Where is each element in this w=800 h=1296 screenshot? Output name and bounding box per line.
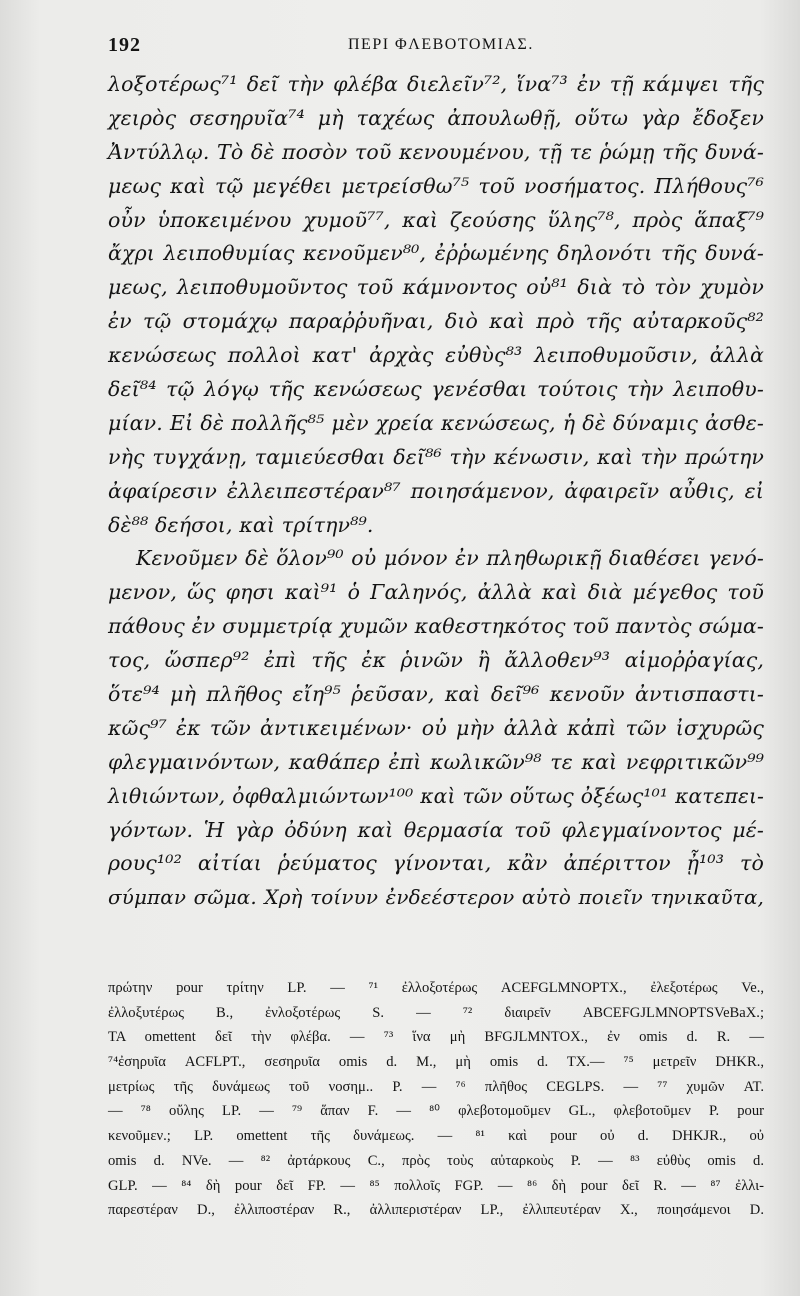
text-line: οὖν ὑποκειμένου χυμοῦ⁷⁷, καὶ ζεούσης ὕλης⁷⁸, πρὸς ἅπαξ⁷⁹ [108,207,764,232]
footnotes [108,976,764,1223]
text-line: ἀφαίρεσιν ἐλλειπεστέραν⁸⁷ ποιησάμενον, ἀφαιρεῖν αὖθις, εἰ [108,478,764,503]
footnote-line: omis d. NVe. — ⁸² ἀρτάρκους C., πρὸς τοὺς αὐταρκοὺς P. — ⁸³ εὐθὺς omis d. [108,1152,764,1169]
footnote-line: παρεστέραν D., ἐλλιποστέραν R., ἀλλιπεριστέραν LP., ἐλλιπευτέραν X., ποιησάμενοι D. [108,1202,764,1219]
text-line: σύμπαν σῶμα. Χρὴ τοίνυν ἐνδεέστερον αὐτὸ ποιεῖν τηνικαῦτα, [108,886,764,910]
footnote-line: ⁷⁴ἐσηρυῖα ACFLPT., σεσηρυῖα omis d. M., μὴ omis d. TX.— ⁷⁵ μετρεῖν DHKR., [108,1054,764,1071]
paragraph-end-line: δὲ⁸⁸ δεήσοι, καὶ τρίτην⁸⁹. [108,512,374,537]
text-line: γόντων. Ἡ γὰρ ὀδύνη καὶ θερμασία τοῦ φλεγμαίνοντος μέ- [108,817,764,842]
text-line: λοξοτέρως⁷¹ δεῖ τὴν φλέβα διελεῖν⁷², ἵνα⁷³ ἐν τῇ κάμψει τῆς [108,72,764,96]
text-line: κενώσεως πολλοὶ κατ' ἀρχὰς εὐθὺς⁸³ λειποθυμοῦσιν, ἀλλὰ [108,343,764,368]
footnote-line: πρώτην pour τρίτην LP. — ⁷¹ ἐλλοξοτέρως ACEFGLMNOPTX., ἐλεξοτέρως Ve., [108,980,764,996]
footnote-line: — ⁷⁸ οὔλης LP. — ⁷⁹ ἅπαν F. — ⁸⁰ φλεβοτομοῦμεν GL., φλεβοτοῦμεν P. pour [108,1103,764,1120]
paragraph-start-line: Κενοῦμεν δὲ ὅλον⁹⁰ οὐ μόνον ἐν πληθωρικῇ διαθέσει γενό- [136,546,764,571]
footnote-line: κενοῦμεν.; LP. omettent τῆς δυνάμεως. — ⁸¹ καὶ pour οὐ d. DHKJR., οὐ [108,1128,764,1145]
text-line: μίαν. Εἰ δὲ πολλῆς⁸⁵ μὲν χρεία κενώσεως, ἡ δὲ δύναμις ἀσθε- [108,410,764,435]
text-line: μενον, ὥς φησι καὶ⁹¹ ὁ Γαληνός, ἀλλὰ καὶ διὰ μέγεθος τοῦ [108,580,764,605]
text-line: μεως, λειποθυμοῦντος τοῦ κάμνοντος οὐ⁸¹ διὰ τὸ τὸν χυμὸν [108,275,764,300]
page-header [108,28,758,64]
footnote-line: GLP. — ⁸⁴ δὴ pour δεῖ FP. — ⁸⁵ πολλοῖς FGP. — ⁸⁶ δὴ pour δεῖ R. — ⁸⁷ ἐλλι- [108,1177,764,1194]
text-line: Ἀντύλλῳ. Τὸ δὲ ποσὸν τοῦ κενουμένου, τῇ τε ῥώμῃ τῆς δυνά- [108,139,764,164]
text-line: ἄχρι λειποθυμίας κενοῦμεν⁸⁰, ἐῤῥωμένης δηλονότι τῆς δυνά- [108,241,764,266]
footnote-line: TA omettent δεῖ τὴν φλέβα. — ⁷³ ἵνα μὴ BFGJLMNTOX., ἐν omis d. R. — [108,1029,764,1046]
text-line: ρους¹⁰² αἰτίαι ῥεύματος γίνονται, κἂν ἀπέριττον ᾖ¹⁰³ τὸ [108,851,764,876]
text-line: τος, ὥσπερ⁹² ἐπὶ τῆς ἐκ ῥινῶν ἢ ἄλλοθεν⁹³ αἱμοῤῥαγίας, [108,648,764,673]
text-line: μεως καὶ τῷ μεγέθει μετρείσθω⁷⁵ τοῦ νοσήματος. Πλήθους⁷⁶ [108,173,764,198]
text-line: χειρὸς σεσηρυῖα⁷⁴ μὴ ταχέως ἀπουλωθῇ, οὕτω γὰρ ἔδοξεν [108,105,764,130]
text-line: ἐν τῷ στομάχῳ παραῤῥυῆναι, διὸ καὶ πρὸ τῆς αὐταρκοῦς⁸² [108,309,764,334]
text-line: φλεγμαινόντων, καθάπερ ἐπὶ κωλικῶν⁹⁸ τε καὶ νεφριτικῶν⁹⁹ [108,749,764,774]
footnote-line: ἐλλοξυτέρως B., ἐνλοξοτέρως S. — ⁷² διαιρεῖν ABCEFGJLMNOPTSVeBaX.; [108,1004,764,1021]
text-line: ὅτε⁹⁴ μὴ πλῆθος εἴη⁹⁵ ῥεῦσαν, καὶ δεῖ⁹⁶ κενοῦν ἀντισπαστι- [108,682,764,707]
text-line: κῶς⁹⁷ ἐκ τῶν ἀντικειμένων· οὐ μὴν ἀλλὰ κἀπὶ τῶν ἰσχυρῶς [108,715,764,740]
page-number: 192 [108,34,141,56]
text-line: νὴς τυγχάνῃ, ταμιεύεσθαι δεῖ⁸⁶ τὴν κένωσιν, καὶ τὴν πρώτην [108,444,764,469]
text-line: δεῖ⁸⁴ τῷ λόγῳ τῆς κενώσεως γενέσθαι τούτοις τὴν λειποθυ- [108,377,764,402]
text-line: πάθους ἐν συμμετρίᾳ χυμῶν καθεστηκότος τοῦ παντὸς σώμα- [108,614,764,639]
running-title: ΠΕΡΙ ΦΛΕΒΟΤΟΜΙΑΣ. [348,36,534,53]
text-line: λιθιώντων, ὀφθαλμιώντων¹⁰⁰ καὶ τῶν οὕτως ὀξέως¹⁰¹ κατεπει- [108,783,764,808]
footnote-line: μετρίως τῆς δυνάμεως τοῦ νοσημ.. P. — ⁷⁶ πλῆθος CEGLPS. — ⁷⁷ χυμῶν AT. [108,1078,764,1095]
main-text [108,68,764,915]
